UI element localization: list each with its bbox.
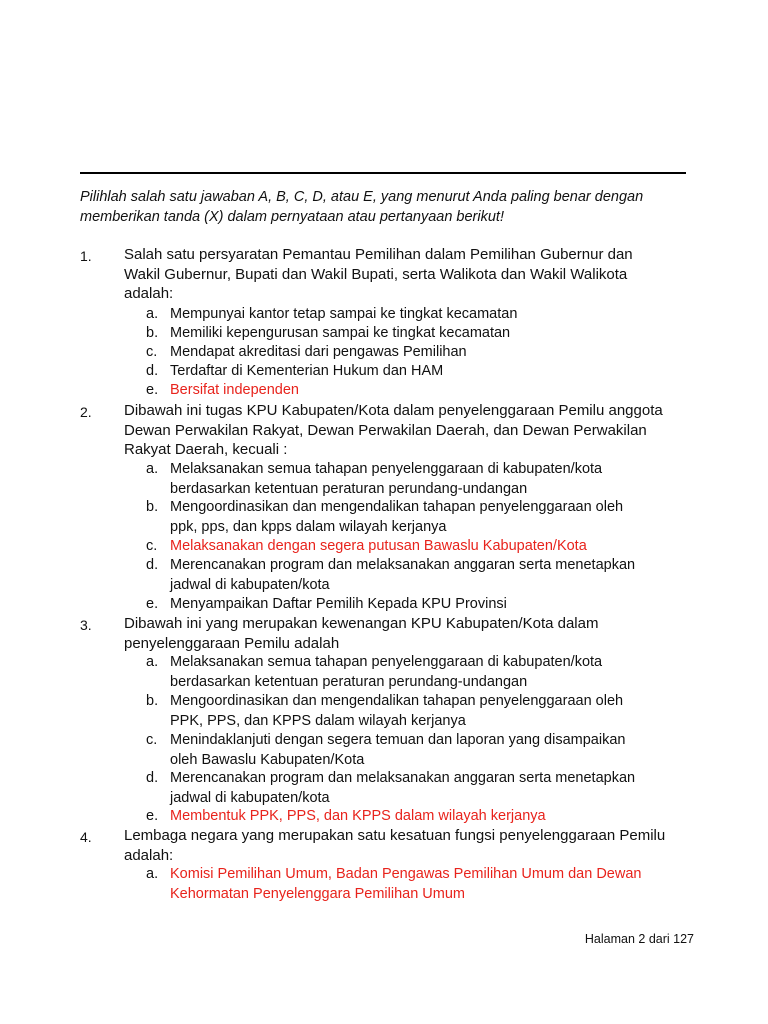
option-letter: d. [146,363,159,379]
option-text: Menindaklanjuti dengan segera temuan dan laporan yang disampaikan [170,732,626,748]
question-line: Dibawah ini yang merupakan kewenangan KPU Kabupaten/Kota dalam [124,615,599,632]
option-text: Mempunyai kantor tetap sampai ke tingkat kecamatan [170,306,518,322]
option-text: jadwal di kabupaten/kota [170,789,330,806]
question-number: 1. [80,248,92,264]
option-text: Mengoordinasikan dan mengendalikan tahapan penyelenggaraan oleh [170,499,624,515]
option-text: PPK, PPS, dan KPPS dalam wilayah kerjanya [170,712,466,729]
option-letter: d. [146,770,159,786]
question-text [124,826,694,865]
question-text [124,614,694,653]
option-text: oleh Bawaslu Kabupaten/Kota [170,751,365,768]
option-letter: b. [146,499,159,515]
question-number: 3. [80,617,92,633]
option-letter: b. [146,693,159,709]
question-line: adalah: [124,846,174,864]
option-text: berdasarkan ketentuan peraturan perundang-undangan [170,673,528,690]
option-text-correct: Kehormatan Penyelenggara Pemilihan Umum [170,885,465,902]
option-text-correct: Melaksanakan dengan segera putusan Bawaslu Kabupaten/Kota [170,538,587,554]
option-letter: d. [146,557,159,573]
header-rule [80,172,686,174]
option-text: Melaksanakan semua tahapan penyelenggaraan di kabupaten/kota [170,461,603,477]
option-letter: a. [146,654,159,670]
page-number: Halaman 2 dari 127 [584,932,694,946]
option-letter: e. [146,808,159,824]
option-text-correct: Bersifat independen [170,382,299,398]
question-text [124,401,694,460]
question-number: 2. [80,404,92,420]
question-line: Rakyat Daerah, kecuali : [124,441,288,458]
option-text-correct: Komisi Pemilihan Umum, Badan Pengawas Pemilihan Umum dan Dewan [170,866,642,882]
option-letter: c. [146,538,158,554]
option-text: Melaksanakan semua tahapan penyelenggaraan di kabupaten/kota [170,654,603,670]
option-letter: c. [146,344,158,360]
option-letter: b. [146,325,159,341]
question-text [124,245,694,304]
option-text: berdasarkan ketentuan peraturan perundang-undangan [170,480,528,497]
option-letter: a. [146,306,159,322]
question-number: 4. [80,829,92,845]
option-text: Menyampaikan Daftar Pemilih Kepada KPU Provinsi [170,596,507,612]
option-text: Mendapat akreditasi dari pengawas Pemilihan [170,344,467,360]
question-line: Wakil Gubernur, Bupati dan Wakil Bupati, serta Walikota dan Wakil Walikota [124,265,628,283]
question-line: penyelenggaraan Pemilu adalah [124,634,340,652]
option-letter: a. [146,866,159,882]
option-letter: e. [146,382,159,398]
option-letter: a. [146,461,159,477]
question-line: Lembaga negara yang merupakan satu kesatuan fungsi penyelenggaraan Pemilu [124,827,666,844]
instruction-line: memberikan tanda (X) dalam pernyataan atau pertanyaan berikut! [80,209,504,225]
instruction-line: Pilihlah salah satu jawaban A, B, C, D, atau E, yang menurut Anda paling benar dengan [80,189,644,205]
question-line: adalah: [124,285,174,302]
option-letter: e. [146,596,159,612]
question-line: Dewan Perwakilan Rakyat, Dewan Perwakilan Daerah, dan Dewan Perwakilan [124,421,647,439]
option-text-correct: Membentuk PPK, PPS, dan KPPS dalam wilayah kerjanya [170,808,546,824]
option-text: Merencanakan program dan melaksanakan anggaran serta menetapkan [170,770,636,786]
instruction-text [80,187,692,227]
option-text: ppk, pps, dan kpps dalam wilayah kerjanya [170,518,447,535]
question-line: Salah satu persyaratan Pemantau Pemilihan dalam Pemilihan Gubernur dan [124,246,633,263]
option-text: Merencanakan program dan melaksanakan anggaran serta menetapkan [170,557,636,573]
option-text: Mengoordinasikan dan mengendalikan tahapan penyelenggaraan oleh [170,693,624,709]
question-line: Dibawah ini tugas KPU Kabupaten/Kota dalam penyelenggaraan Pemilu anggota [124,402,663,419]
option-letter: c. [146,732,158,748]
option-text: Memiliki kepengurusan sampai ke tingkat kecamatan [170,325,511,341]
option-text: jadwal di kabupaten/kota [170,576,330,593]
option-text: Terdaftar di Kementerian Hukum dan HAM [170,363,444,379]
